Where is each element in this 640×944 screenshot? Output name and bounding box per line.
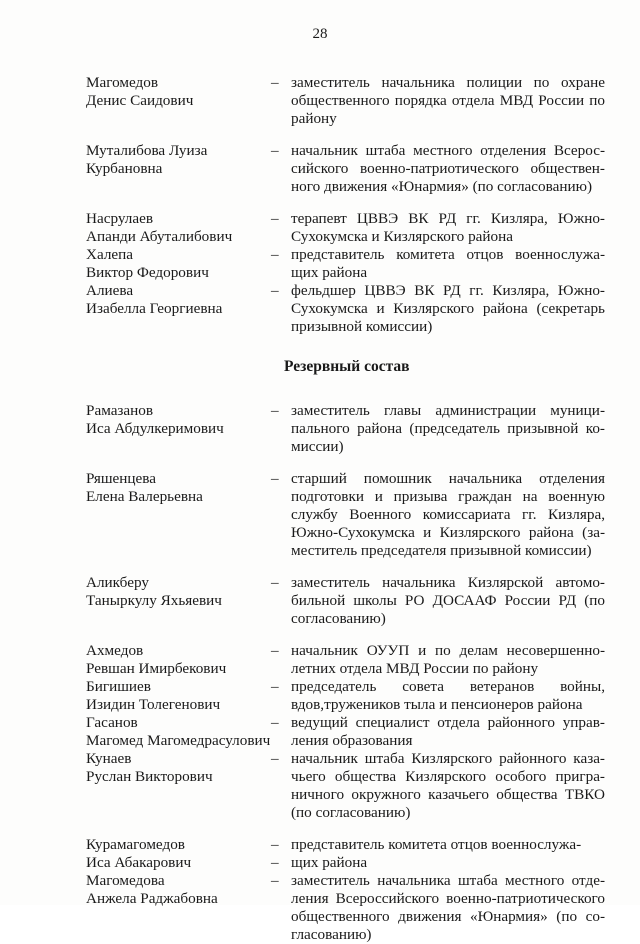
member-name	[86, 74, 271, 128]
dash-mark: –	[271, 750, 279, 767]
member-name-line: Магомедов	[86, 74, 159, 91]
dash-mark: –	[271, 714, 279, 731]
member-name-line: Иса Абдулкеримович	[86, 420, 224, 437]
member-position-line: призывной комиссии)	[291, 318, 433, 335]
dash-mark: –	[271, 574, 279, 591]
dash-separator	[271, 402, 291, 456]
list-item	[86, 282, 616, 336]
member-name-line: Ряшенцева	[86, 470, 156, 487]
dash-spacer	[271, 300, 291, 318]
member-position-line: ничного окружного казачьего общества ТВКО	[291, 786, 605, 803]
dash-mark: –	[271, 402, 279, 419]
member-position	[291, 470, 605, 560]
main-composition-list	[86, 74, 616, 336]
dash-spacer	[271, 786, 291, 804]
member-position-line: ления Всероссийского военно-патриотического	[291, 890, 605, 907]
member-name-line: Гасанов	[86, 714, 138, 731]
member-position-line: начальник штаба местного отделения Всерос-	[291, 142, 605, 159]
member-position-line: пального района (председатель призывной ко-	[291, 420, 605, 437]
member-position-line: (по согласованию)	[291, 804, 411, 821]
member-name-line: Курбановна	[86, 160, 163, 177]
dash-separator	[271, 74, 291, 128]
member-position-line: Сухокумска и Кизлярского района	[291, 228, 513, 245]
member-position	[291, 282, 605, 336]
dash-mark: –	[271, 470, 279, 487]
dash-spacer	[271, 488, 291, 506]
member-position-line: ления образования	[291, 732, 413, 749]
dash-spacer	[271, 92, 291, 110]
member-position	[291, 574, 605, 628]
member-position	[291, 74, 605, 128]
member-name-line: Кунаев	[86, 750, 132, 767]
dash-spacer	[271, 264, 291, 282]
member-position-line: гласованию)	[291, 926, 372, 943]
member-name-line: Халепа	[86, 246, 134, 263]
member-name	[86, 750, 271, 822]
member-name	[86, 574, 271, 628]
dash-separator	[271, 282, 291, 336]
member-position-line: подготовки и призыва граждан на военную	[291, 488, 605, 505]
list-item	[86, 142, 616, 196]
member-name	[86, 642, 271, 678]
member-name-line: Алиева	[86, 282, 134, 299]
dash-separator	[271, 470, 291, 560]
member-position-line: щих района	[291, 854, 368, 871]
member-position-line: начальник ОУУП и по делам несовершенно-	[291, 642, 605, 659]
member-position	[291, 246, 605, 282]
list-item	[86, 402, 616, 456]
dash-spacer	[271, 160, 291, 178]
member-position	[291, 714, 605, 750]
dash-separator	[271, 246, 291, 282]
commission-list	[86, 74, 616, 944]
member-position	[291, 402, 605, 456]
member-name-line: Ревшан Имирбекович	[86, 660, 227, 677]
member-name	[86, 678, 271, 714]
member-name-line: Аликберу	[86, 574, 149, 591]
member-name-line: Муталибова Луиза	[86, 142, 208, 159]
member-position-line: заместитель начальника полиции по охране	[291, 74, 605, 91]
member-position-line: Сухокумска и Кизлярского района (секретарь	[291, 300, 605, 317]
list-item	[86, 470, 616, 560]
member-name-line: Ахмедов	[86, 642, 144, 659]
member-position	[291, 678, 605, 714]
member-position-line: терапевт ЦВВЭ ВК РД гг. Кизляра, Южно-	[291, 210, 605, 227]
list-item	[86, 574, 616, 628]
member-position-line: бильной школы РО ДОСААФ России РД (по	[291, 592, 605, 609]
member-position-line: заместитель главы администрации муници-	[291, 402, 605, 419]
list-item	[86, 678, 616, 714]
member-position-line: вдов,тружеников тыла и пенсионеров района	[291, 696, 583, 713]
list-item	[86, 210, 616, 246]
dash-spacer	[271, 524, 291, 542]
member-name-line: Апанди Абуталибович	[86, 228, 233, 245]
dash-spacer	[271, 178, 291, 196]
list-item	[86, 642, 616, 678]
member-name-line: Таныркулу Яхьяевич	[86, 592, 222, 609]
member-name	[86, 402, 271, 456]
member-position	[291, 750, 605, 822]
member-position-line: сийского военно-патриотического обществен-	[291, 160, 605, 177]
member-name-line: Иса Абакарович	[86, 854, 192, 871]
member-position-line: фельдшер ЦВВЭ ВК РД гг. Кизляра, Южно-	[291, 282, 605, 299]
member-name	[86, 246, 271, 282]
dash-mark: –	[271, 210, 279, 227]
member-position-line: летних отдела МВД России по району	[291, 660, 539, 677]
member-position-line: щих района	[291, 264, 368, 281]
dash-spacer	[271, 542, 291, 560]
dash-mark: –	[271, 642, 279, 659]
dash-mark: –	[271, 282, 279, 299]
dash-spacer	[271, 610, 291, 628]
member-name-line: Насрулаев	[86, 210, 154, 227]
dash-mark: –	[271, 74, 279, 91]
member-name-line: Анжела Раджабовна	[86, 890, 218, 907]
dash-spacer	[271, 592, 291, 610]
member-name-line: Денис Саидович	[86, 92, 194, 109]
member-position	[291, 210, 605, 246]
member-position-line: ного движения «Юнармия» (по согласованию)	[291, 178, 593, 195]
member-position-line: службу Военного комиссариата гг. Кизляра,	[291, 506, 605, 523]
member-position-line: старший помошник начальника отделения	[291, 470, 605, 487]
dash-spacer	[271, 768, 291, 786]
member-position-line: председатель совета ветеранов войны,	[291, 678, 605, 695]
dash-spacer	[271, 804, 291, 822]
dash-spacer	[271, 732, 291, 750]
dash-mark: –	[271, 142, 279, 159]
dash-separator	[271, 750, 291, 822]
dash-mark: –	[271, 854, 279, 871]
member-name	[86, 714, 271, 750]
dash-mark: –	[271, 836, 279, 853]
dash-spacer	[271, 438, 291, 456]
dash-separator	[271, 574, 291, 628]
member-name-line: Виктор Федорович	[86, 264, 209, 281]
member-position-line: району	[291, 110, 337, 127]
dash-mark: –	[271, 246, 279, 263]
member-position-line: меститель председателя призывной комиссии)	[291, 542, 592, 559]
dash-spacer	[271, 228, 291, 246]
section-heading: Резервный состав	[284, 358, 410, 375]
page-number: 28	[312, 26, 328, 42]
dash-separator	[271, 142, 291, 196]
list-item	[86, 750, 616, 822]
member-name-line: Изабелла Георгиевна	[86, 300, 223, 317]
list-item	[86, 246, 616, 282]
member-name	[86, 836, 271, 944]
dash-spacer	[271, 420, 291, 438]
member-position	[291, 642, 605, 678]
member-position-line: чьего общества Кизлярского особого пригра-	[291, 768, 605, 785]
member-position-line: согласованию)	[291, 610, 386, 627]
dash-separator	[271, 210, 291, 246]
dash-spacer	[271, 696, 291, 714]
list-item	[86, 714, 616, 750]
member-position-line: представитель комитета отцов военнослужа-	[291, 836, 582, 853]
member-position-line: общественного порядка отдела МВД России по	[291, 92, 605, 109]
member-name	[86, 210, 271, 246]
member-name	[86, 470, 271, 560]
member-name-line: Изидин Толегенович	[86, 696, 221, 713]
dash-spacer	[271, 926, 291, 944]
dash-spacer	[271, 110, 291, 128]
dash-separator	[271, 836, 291, 944]
dash-separator	[271, 642, 291, 678]
dash-spacer	[271, 318, 291, 336]
member-name-line: Курамагомедов	[86, 836, 185, 853]
member-position-line: Южно-Сухокумска и Кизлярского района (за-	[291, 524, 605, 541]
list-item	[86, 836, 616, 944]
member-name-line: Руслан Викторович	[86, 768, 213, 785]
list-item	[86, 74, 616, 128]
member-position	[291, 142, 605, 196]
member-name	[86, 282, 271, 336]
dash-spacer	[271, 908, 291, 926]
dash-separator	[271, 714, 291, 750]
member-name-line: Магомедова	[86, 872, 165, 889]
member-position-line: представитель комитета отцов военнослужа-	[291, 246, 605, 263]
member-name-line: Рамазанов	[86, 402, 154, 419]
member-position-line: миссии)	[291, 438, 344, 455]
member-position-line: заместитель начальника штаба местного отде-	[291, 872, 605, 889]
member-position-line: начальник штаба Кизлярского районного каза-	[291, 750, 605, 767]
member-position	[291, 836, 605, 944]
member-position-line: общественного движения «Юнармия» (по со-	[291, 908, 605, 925]
dash-spacer	[271, 506, 291, 524]
dash-spacer	[271, 890, 291, 908]
dash-mark: –	[271, 678, 279, 695]
member-position-line: ведущий специалист отдела районного управ-	[291, 714, 605, 731]
member-name-line: Бигишиев	[86, 678, 151, 695]
member-name-line: Магомед Магомедрасулович	[86, 732, 271, 749]
member-position-line: заместитель начальника Кизлярской автомо-	[291, 574, 605, 591]
member-name	[86, 142, 271, 196]
member-name-line: Елена Валерьевна	[86, 488, 203, 505]
reserve-composition-list	[86, 402, 616, 944]
dash-separator	[271, 678, 291, 714]
dash-spacer	[271, 660, 291, 678]
dash-mark: –	[271, 872, 279, 889]
